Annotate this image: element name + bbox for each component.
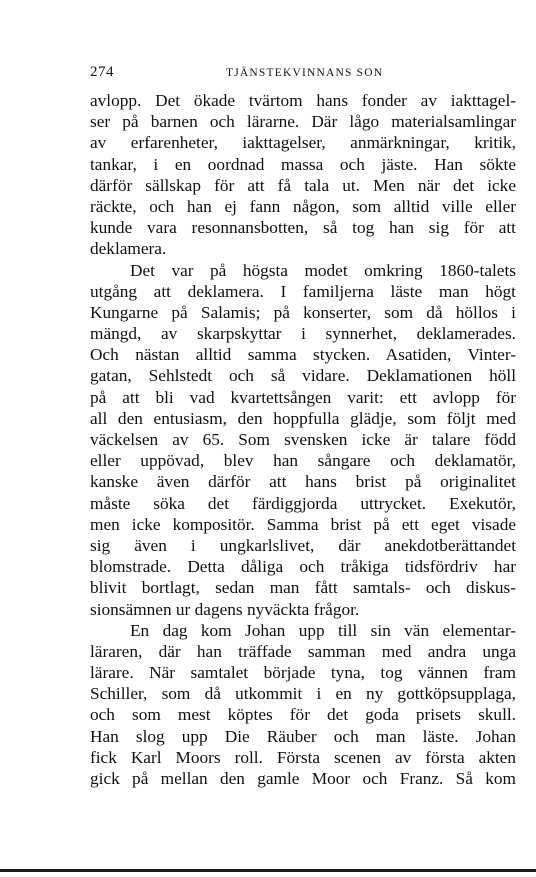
text-line: därför sällskap för att få tala ut. Men när det icke	[90, 175, 516, 195]
text-line: utgång att deklamera. I familjerna läste man högt	[90, 281, 516, 301]
text-line: gatan, Sehlstedt och så vidare. Deklamationen höll	[90, 366, 516, 386]
text-line: Det var på högsta modet omkring 1860-talets	[130, 260, 516, 280]
running-title: TJÄNSTEKVINNANS SON	[226, 67, 384, 79]
text-line: blivit bortlagt, sedan man fått samtals- och diskus-	[90, 578, 516, 598]
text-line: eller uppövad, blev han sångare och deklamatör,	[90, 451, 516, 471]
text-line: lärare. När samtalet började tyna, tog vännen fram	[90, 663, 516, 683]
text-line: räckte, och han ej fann någon, som alltid ville eller	[90, 196, 516, 216]
text-line: tankar, i en oordnad massa och jäste. Han sökte	[90, 154, 516, 174]
text-line: sig även i ungkarlslivet, där anekdotberättandet	[90, 535, 516, 555]
text-line: blomstrade. Detta dåliga och tråkiga tidsfördriv har	[90, 557, 516, 577]
text-line: kunde vara resonnansbotten, så tog han sig för att	[90, 218, 516, 238]
text-line: deklamera.	[90, 239, 167, 259]
text-line: kanske även därför att hans brist på originalitet	[90, 472, 516, 492]
text-line: av erfarenheter, iakttagelser, anmärkningar, kritik,	[90, 133, 516, 153]
page-edge-rule	[0, 869, 536, 872]
text-line: avlopp. Det ökade tvärtom hans fonder av iakttagel-	[90, 91, 516, 110]
text-line: fick Karl Moors roll. Första scenen av första akten	[90, 747, 516, 767]
text-line: på att bli vad kvartettsången varit: ett avlopp för	[90, 387, 516, 407]
text-line: och som mest köptes för det goda prisets skull.	[90, 705, 516, 725]
text-line: ser på barnen och lärarne. Där lågo materialsamlingar	[90, 112, 516, 132]
text-line: Han slog upp Die Räuber och man läste. Johan	[90, 726, 516, 746]
text-line: En dag kom Johan upp till sin vän elementar-	[130, 620, 516, 640]
text-line: väckelsen av 65. Som svensken icke är talare född	[90, 430, 516, 449]
text-line: sionsämnen ur dagens nyväckta frågor.	[90, 599, 360, 619]
page-number: 274	[90, 64, 114, 80]
text-line: Och nästan alltid samma stycken. Asatiden, Vinter-	[90, 345, 516, 365]
text-line: Kungarne på Salamis; på konserter, som då höllos i	[90, 302, 516, 322]
text-line: Schiller, som då utkommit i en ny gottköpsupplaga,	[90, 684, 516, 704]
text-line: mängd, av skarpskyttar i synnerhet, deklamerades.	[90, 324, 516, 344]
text-line: läraren, där han träffade samman med andra unga	[90, 641, 516, 661]
text-line: gick på mellan den gamle Moor och Franz. Så kom	[90, 769, 516, 788]
body-text	[90, 90, 516, 789]
text-line: men icke kompositör. Samma brist på ett eget visade	[90, 514, 516, 534]
text-line: måste söka det färdiggjorda uttrycket. Exekutör,	[90, 493, 516, 513]
text-line: all den entusiasm, den hoppfulla glädje, som följt med	[90, 408, 516, 428]
